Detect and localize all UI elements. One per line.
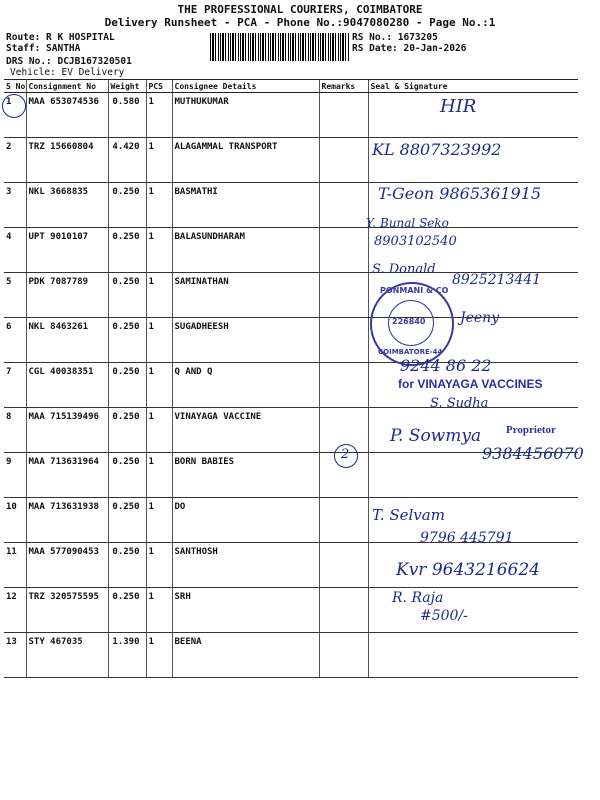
cell-weight: 0.250 xyxy=(108,453,146,498)
cell-remarks xyxy=(319,363,368,408)
cell-consignment-no: NKL 8463261 xyxy=(26,318,108,363)
company-title: THE PROFESSIONAL COURIERS, COIMBATORE xyxy=(177,3,423,16)
cell-weight: 4.420 xyxy=(108,138,146,183)
cell-remarks xyxy=(319,228,368,273)
cell-consignee: BASMATHI xyxy=(172,183,319,228)
table-row xyxy=(4,588,578,633)
phone-row-5: 8925213441 xyxy=(452,272,542,288)
cell-consignment-no: MAA 713631938 xyxy=(26,498,108,543)
signature-row-2: KL 8807323992 xyxy=(372,140,502,159)
stamp-ring-bottom: COIMBATORE-44 xyxy=(378,348,443,356)
cell-sno: 2 xyxy=(4,138,26,183)
phone-row-4: 8903102540 xyxy=(374,234,457,249)
cell-consignment-no: PDK 7087789 xyxy=(26,273,108,318)
runsheet-subtitle: Delivery Runsheet - PCA - Phone No.:9047080280 - Page No.:1 xyxy=(104,16,496,29)
cell-pcs: 1 xyxy=(146,363,172,408)
signature-row-13: R. Raja xyxy=(392,590,444,606)
drs-number: DRS No.: DCJB167320501 xyxy=(6,56,132,67)
signature-row-9: P. Sowmya xyxy=(390,426,482,446)
cell-sno: 3 xyxy=(4,183,26,228)
cell-remarks xyxy=(319,93,368,138)
cell-pcs: 1 xyxy=(146,408,172,453)
cell-weight: 0.580 xyxy=(108,93,146,138)
phone-row-11: 9796 445791 xyxy=(420,530,514,546)
cell-consignment-no: STY 467035 xyxy=(26,633,108,678)
table-row xyxy=(4,633,578,678)
cell-consignee: SUGADHEESH xyxy=(172,318,319,363)
table-row xyxy=(4,228,578,273)
vinayaga-stamp: for VINAYAGA VACCINES xyxy=(398,377,543,391)
staff-label: Staff: SANTHA xyxy=(6,43,81,54)
proprietor-stamp: Proprietor xyxy=(506,424,556,436)
cell-sno: 10 xyxy=(4,498,26,543)
signature-row-7: 9244 86 22 xyxy=(400,356,492,375)
col-pcs: PCS xyxy=(146,80,172,93)
cell-sno: 11 xyxy=(4,543,26,588)
col-signature: Seal & Signature xyxy=(368,80,578,93)
cell-weight: 0.250 xyxy=(108,543,146,588)
cell-sno: 4 xyxy=(4,228,26,273)
cell-consignment-no: CGL 40038351 xyxy=(26,363,108,408)
cell-signature xyxy=(368,633,578,678)
stamp-center: 226840 xyxy=(392,317,426,326)
cell-weight: 0.250 xyxy=(108,588,146,633)
cell-pcs: 1 xyxy=(146,543,172,588)
cell-sno: 1 xyxy=(4,93,26,138)
barcode-icon xyxy=(210,33,350,61)
cell-pcs: 1 xyxy=(146,183,172,228)
cell-consignment-no: TRZ 15660804 xyxy=(26,138,108,183)
signature-row-11: T. Selvam xyxy=(372,506,445,524)
cell-remarks xyxy=(319,498,368,543)
cell-weight: 1.390 xyxy=(108,633,146,678)
cell-pcs: 1 xyxy=(146,588,172,633)
cell-consignee: DO xyxy=(172,498,319,543)
cell-consignee: VINAYAGA VACCINE xyxy=(172,408,319,453)
cell-pcs: 1 xyxy=(146,138,172,183)
cell-pcs: 1 xyxy=(146,228,172,273)
cell-consignment-no: MAA 715139496 xyxy=(26,408,108,453)
cell-pcs: 1 xyxy=(146,633,172,678)
cell-sno: 9 xyxy=(4,453,26,498)
cell-weight: 0.250 xyxy=(108,408,146,453)
amount-row-13: #500/- xyxy=(420,608,468,624)
stamp-ring-top: PONMANI & CO xyxy=(380,286,449,295)
cell-consignee: SAMINATHAN xyxy=(172,273,319,318)
cell-consignee: SRH xyxy=(172,588,319,633)
col-sno: S No xyxy=(6,81,26,91)
cell-consignment-no: MAA 653074536 xyxy=(26,93,108,138)
signature-row-3: T-Geon 9865361915 xyxy=(378,184,542,203)
route-label: Route: R K HOSPITAL xyxy=(6,32,115,43)
cell-consignee: ALAGAMMAL TRANSPORT xyxy=(172,138,319,183)
cell-sno: 6 xyxy=(4,318,26,363)
cell-sno: 13 xyxy=(4,633,26,678)
signature-row-8: S. Sudha xyxy=(430,396,489,411)
cell-consignment-no: MAA 577090453 xyxy=(26,543,108,588)
signature-row-6: Jeeny xyxy=(460,310,500,326)
cell-sno: 12 xyxy=(4,588,26,633)
cell-sno: 8 xyxy=(4,408,26,453)
cell-remarks xyxy=(319,273,368,318)
remark-mark: 2 xyxy=(341,447,350,462)
cell-weight: 0.250 xyxy=(108,498,146,543)
circle-mark-icon xyxy=(2,94,26,118)
table-header-row xyxy=(4,80,578,93)
cell-consignee: MUTHUKUMAR xyxy=(172,93,319,138)
cell-consignee: BEENA xyxy=(172,633,319,678)
cell-consignee: Q AND Q xyxy=(172,363,319,408)
cell-consignment-no: UPT 9010107 xyxy=(26,228,108,273)
col-consignment: Consignment No xyxy=(26,80,108,93)
rs-date: RS Date: 20-Jan-2026 xyxy=(352,43,467,54)
cell-weight: 0.250 xyxy=(108,318,146,363)
cell-remarks xyxy=(319,588,368,633)
cell-consignee: SANTHOSH xyxy=(172,543,319,588)
cell-sno: 7 xyxy=(4,363,26,408)
cell-consignment-no: NKL 3668835 xyxy=(26,183,108,228)
cell-pcs: 1 xyxy=(146,273,172,318)
cell-remarks xyxy=(319,633,368,678)
cell-pcs: 1 xyxy=(146,318,172,363)
cell-sno: 5 xyxy=(4,273,26,318)
signature-row-1: HIR xyxy=(440,96,477,117)
cell-weight: 0.250 xyxy=(108,363,146,408)
cell-consignee: BALASUNDHARAM xyxy=(172,228,319,273)
cell-pcs: 1 xyxy=(146,453,172,498)
signature-row-4: Y. Bunal Seko xyxy=(366,216,449,230)
phone-row-9: 9384456070 xyxy=(482,444,584,463)
cell-consignment-no: MAA 713631964 xyxy=(26,453,108,498)
rs-number: RS No.: 1673205 xyxy=(352,32,438,43)
cell-consignee: BORN BABIES xyxy=(172,453,319,498)
cell-remarks xyxy=(319,318,368,363)
signature-row-5: S. Donald xyxy=(372,262,436,277)
cell-remarks xyxy=(319,183,368,228)
cell-pcs: 1 xyxy=(146,498,172,543)
col-weight: Weight xyxy=(108,80,146,93)
cell-remarks xyxy=(319,138,368,183)
cell-remarks xyxy=(319,543,368,588)
col-consignee: Consignee Details xyxy=(172,80,319,93)
cell-weight: 0.250 xyxy=(108,228,146,273)
cell-weight: 0.250 xyxy=(108,273,146,318)
vehicle-label: Vehicle: EV Delivery xyxy=(10,67,125,78)
col-remarks: Remarks xyxy=(319,80,368,93)
cell-pcs: 1 xyxy=(146,93,172,138)
cell-consignment-no: TRZ 320575595 xyxy=(26,588,108,633)
cell-weight: 0.250 xyxy=(108,183,146,228)
signature-row-12: Kvr 9643216624 xyxy=(396,560,540,580)
table-row xyxy=(4,93,578,138)
